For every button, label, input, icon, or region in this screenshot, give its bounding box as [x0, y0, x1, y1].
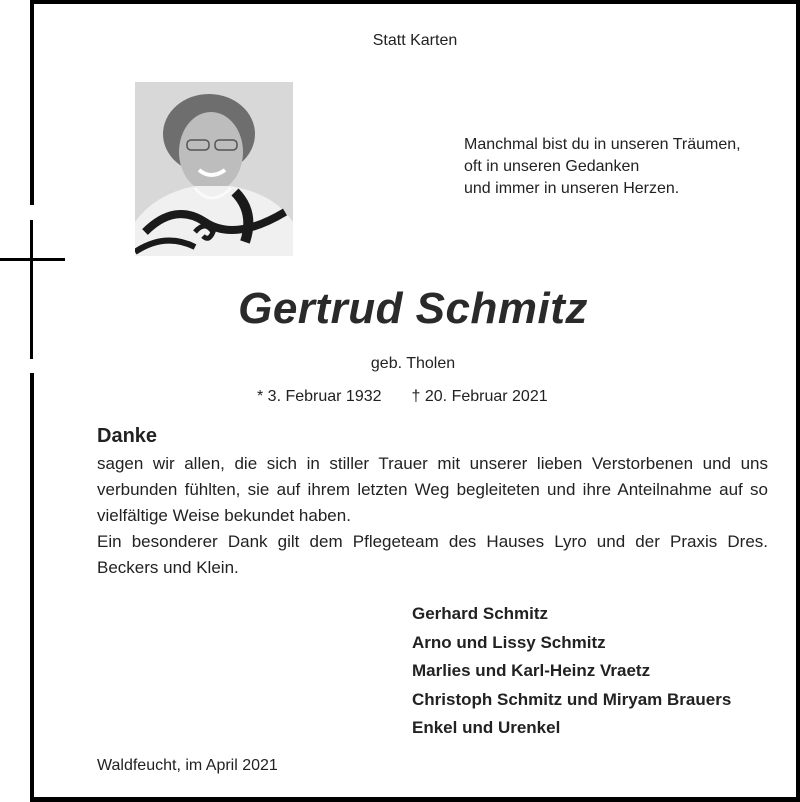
cross-icon-horizontal	[0, 258, 65, 261]
signer: Marlies und Karl-Heinz Vraetz	[412, 661, 651, 680]
death-date: † 20. Februar 2021	[411, 388, 548, 405]
thanks-paragraph: sagen wir allen, die sich in stiller Trauer mit unserer lieben Verstorbenen und uns verbunden fühlten, sie auf ihrem letzten Weg begleiteten und ihre Anteilnahme auf so vielfältige Weise bekundet haben.	[97, 454, 768, 525]
frame-border-right	[796, 0, 800, 802]
deceased-name: Gertrud Schmitz	[238, 284, 588, 333]
frame-border-left-upper	[30, 0, 34, 205]
place-date: Waldfeucht, im April 2021	[97, 757, 278, 774]
frame-border-bottom	[30, 797, 800, 802]
thanks-heading: Danke	[97, 425, 158, 447]
thanks-body	[97, 451, 768, 581]
signer: Gerhard Schmitz	[412, 604, 549, 623]
frame-border-top	[30, 0, 800, 4]
signer: Christoph Schmitz und Miryam Brauers	[412, 689, 732, 709]
signer: Enkel und Urenkel	[412, 718, 561, 737]
poem	[464, 134, 741, 200]
poem-line: Manchmal bist du in unseren Träumen,	[464, 136, 741, 153]
poem-line: oft in unseren Gedanken	[464, 158, 640, 175]
portrait-image	[135, 82, 293, 256]
maiden-name: geb. Tholen	[370, 355, 456, 372]
portrait-photo	[135, 82, 293, 256]
header-statt-karten: Statt Karten	[372, 32, 458, 49]
life-dates	[257, 388, 548, 406]
signer: Arno und Lissy Schmitz	[412, 632, 606, 652]
birth-date: * 3. Februar 1932	[257, 388, 382, 405]
signers-list	[412, 600, 731, 743]
poem-line: und immer in unseren Herzen.	[464, 180, 680, 197]
frame-border-left-lower	[30, 373, 34, 802]
thanks-paragraph: Ein besonderer Dank gilt dem Pflegeteam des Hauses Lyro und der Praxis Dres. Beckers und Klein.	[97, 532, 768, 577]
